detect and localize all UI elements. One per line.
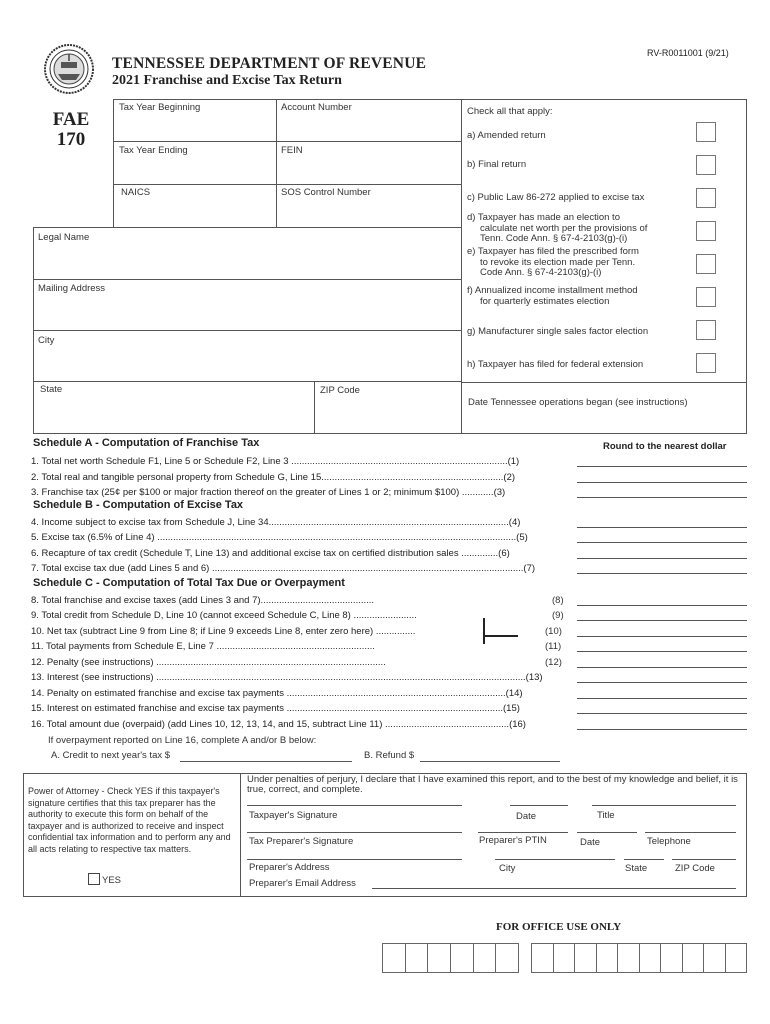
line-10: 10. Net tax (subtract Line 9 from Line 8; if Line 9 exceeds Line 8, enter zero here) ............... [31,626,416,637]
net-worth-election-label: d) Taxpayer has made an election to calculate net worth per the provisions of Tenn. Code Ann. § 67-4-2103(g)-(i) [467,212,648,244]
office-use-boxes-left [382,943,519,973]
overpayment-note: If overpayment reported on Line 16, complete A and/or B below: [48,735,317,746]
federal-extension-label: h) Taxpayer has filed for federal extension [467,359,644,370]
tax-year-beginning-field[interactable]: Tax Year Beginning [119,102,201,113]
form-id-line1: FAE [52,109,90,130]
line-4: 4. Income subject to excise tax from Schedule J, Line 34...........................................................................................(4) [31,517,521,528]
line-6: 6. Recapture of tax credit (Schedule T, Line 13) and additional excise tax on certified distribution sales ..............(6) [31,548,510,559]
credit-next-year-label: A. Credit to next year's tax $ [51,750,171,761]
preparer-signature-label: Tax Preparer's Signature [249,836,354,847]
preparer-signature-input[interactable] [247,832,462,833]
line-3-input[interactable] [577,497,747,498]
power-of-attorney-text: Power of Attorney - Check YES if this taxpayer's signature certifies that this tax preparer has the authority to execute this form on behalf of the taxpayer and is authorized to receive and inspect confidential tax information and to perform any and all acts relating to respective tax matters. [28,786,231,854]
preparer-address-label: Preparer's Address [249,862,330,873]
preparer-address-input[interactable] [247,859,462,860]
net-worth-election-checkbox[interactable] [696,221,716,241]
line-8-input[interactable] [577,605,747,606]
taxpayer-title-input[interactable] [592,805,736,806]
subtract-bracket-icon [480,616,520,646]
line-12-input[interactable] [577,667,747,668]
taxpayer-title-label: Title [597,810,615,821]
line-12-number: (12) [545,657,562,668]
line-11: 11. Total payments from Schedule E, Line 7 ............................................................ [31,641,375,652]
schedule-c-title: Schedule C - Computation of Total Tax Due or Overpayment [33,577,345,589]
preparer-email-label: Preparer's Email Address [249,878,356,889]
preparer-city-label: City [499,863,516,874]
schedule-a-title: Schedule A - Computation of Franchise Tax [33,437,260,449]
taxpayer-date-input[interactable] [510,805,568,806]
preparer-state-label: State [625,863,648,874]
tennessee-seal-icon [44,44,94,94]
account-number-field[interactable]: Account Number [281,102,352,113]
line-8-number: (8) [552,595,564,606]
fein-field[interactable]: FEIN [281,145,303,156]
zip-field[interactable]: ZIP Code [320,385,360,396]
line-15: 15. Interest on estimated franchise and excise tax payments ..................................................................................(15) [31,703,520,714]
amended-return-checkbox[interactable] [696,122,716,142]
revoke-election-checkbox[interactable] [696,254,716,274]
schedule-b-title: Schedule B - Computation of Excise Tax [33,499,244,511]
taxpayer-date-label: Date [516,811,537,822]
annualized-income-label: f) Annualized income installment method for quarterly estimates election [467,285,638,307]
tax-year-ending-field[interactable]: Tax Year Ending [119,145,188,156]
line-14: 14. Penalty on estimated franchise and excise tax payments ...................................................................................(14) [31,688,523,699]
revoke-election-label: e) Taxpayer has filed the prescribed form to revoke its election made per Tenn. Code Ann. § 67-4-2103(g)-(i) [467,246,639,278]
line-11-number: (11) [545,641,562,652]
amended-return-label: a) Amended return [467,130,546,141]
city-field[interactable]: City [38,335,55,346]
legal-name-field[interactable]: Legal Name [38,232,90,243]
line-5: 5. Excise tax (6.5% of Line 4) ........................................................................................................................................(5) [31,532,528,543]
perjury-statement: Under penalties of perjury, I declare that I have examined this report, and to the best of my knowledge and belief, it is true, correct, and complete. [247,774,738,795]
preparer-telephone-label: Telephone [647,836,691,847]
top-field-grid [113,99,461,227]
line-1-input[interactable] [577,466,747,467]
line-16-input[interactable] [577,729,747,730]
preparer-city-input[interactable] [495,859,615,860]
line-15-input[interactable] [577,713,747,714]
line-2: 2. Total real and tangible personal property from Schedule G, Line 15.....................................................................(2) [31,472,516,483]
credit-next-year-input[interactable] [180,761,352,762]
public-law-label: c) Public Law 86-272 applied to excise tax [467,192,645,203]
preparer-telephone-input[interactable] [645,832,736,833]
date-operations-began-field[interactable]: Date Tennessee operations began (see instructions) [468,397,688,408]
final-return-label: b) Final return [467,159,527,170]
naics-field[interactable]: NAICS [121,187,151,198]
form-code: RV-R0011001 (9/21) [647,48,729,58]
line-6-input[interactable] [577,558,747,559]
line-11-input[interactable] [577,651,747,652]
annualized-income-checkbox[interactable] [696,287,716,307]
form-subtitle: 2021 Franchise and Excise Tax Return [112,73,342,88]
preparer-zip-label: ZIP Code [675,863,715,874]
line-13: 13. Interest (see instructions) ............................................................................................................................................(13) [31,672,543,683]
line-7: 7. Total excise tax due (add Lines 5 and 6) ......................................................................................................................(7) [31,563,536,574]
sos-control-field[interactable]: SOS Control Number [281,187,371,198]
line-13-input[interactable] [577,682,747,683]
line-7-input[interactable] [577,573,747,574]
poa-yes-checkbox[interactable] [88,873,100,885]
line-16: 16. Total amount due (overpaid) (add Lines 10, 12, 13, 14, and 15, subtract Line 11) ...............................................(16) [31,719,526,730]
preparer-zip-input[interactable] [672,859,736,860]
line-9-input[interactable] [577,620,747,621]
refund-label: B. Refund $ [364,750,415,761]
check-all-heading: Check all that apply: [467,106,553,117]
round-note: Round to the nearest dollar [603,441,727,452]
office-use-label: FOR OFFICE USE ONLY [496,921,622,933]
line-10-number: (10) [545,626,562,637]
preparer-date-label: Date [580,837,601,848]
poa-yes-label: YES [102,875,122,886]
taxpayer-signature-input[interactable] [247,805,462,806]
state-field[interactable]: State [40,384,63,395]
line-3: 3. Franchise tax (25¢ per $100 or major fraction thereof on the greater of Lines 1 or 2; minimum $100) ............(3) [31,487,506,498]
line-5-input[interactable] [577,542,747,543]
taxpayer-signature-label: Taxpayer's Signature [249,810,338,821]
preparer-email-input[interactable] [372,888,736,889]
refund-input[interactable] [420,761,560,762]
federal-extension-checkbox[interactable] [696,353,716,373]
line-14-input[interactable] [577,698,747,699]
office-use-boxes-right [531,943,747,973]
line-9: 9. Total credit from Schedule D, Line 10 (cannot exceed Schedule C, Line 8) ........................ [31,610,417,621]
public-law-checkbox[interactable] [696,188,716,208]
preparer-ptin-input[interactable] [478,832,568,833]
final-return-checkbox[interactable] [696,155,716,175]
manufacturer-election-label: g) Manufacturer single sales factor election [467,326,649,337]
line-2-input[interactable] [577,482,747,483]
form-id [50,110,92,150]
line-9-number: (9) [552,610,564,621]
line-4-input[interactable] [577,527,747,528]
form-id-line2: 170 [56,129,86,150]
line-1: 1. Total net worth Schedule F1, Line 5 or Schedule F2, Line 3 ..................................................................................(1) [31,456,520,467]
line-10-input[interactable] [577,636,747,637]
manufacturer-election-checkbox[interactable] [696,320,716,340]
preparer-ptin-label: Preparer's PTIN [479,835,547,846]
line-12: 12. Penalty (see instructions) ....................................................................................... [31,657,386,668]
preparer-state-input[interactable] [624,859,664,860]
line-8: 8. Total franchise and excise taxes (add Lines 3 and 7)........................................... [31,595,375,606]
mailing-address-field[interactable]: Mailing Address [38,283,106,294]
department-title: TENNESSEE DEPARTMENT OF REVENUE [112,55,427,72]
preparer-date-input[interactable] [577,832,637,833]
